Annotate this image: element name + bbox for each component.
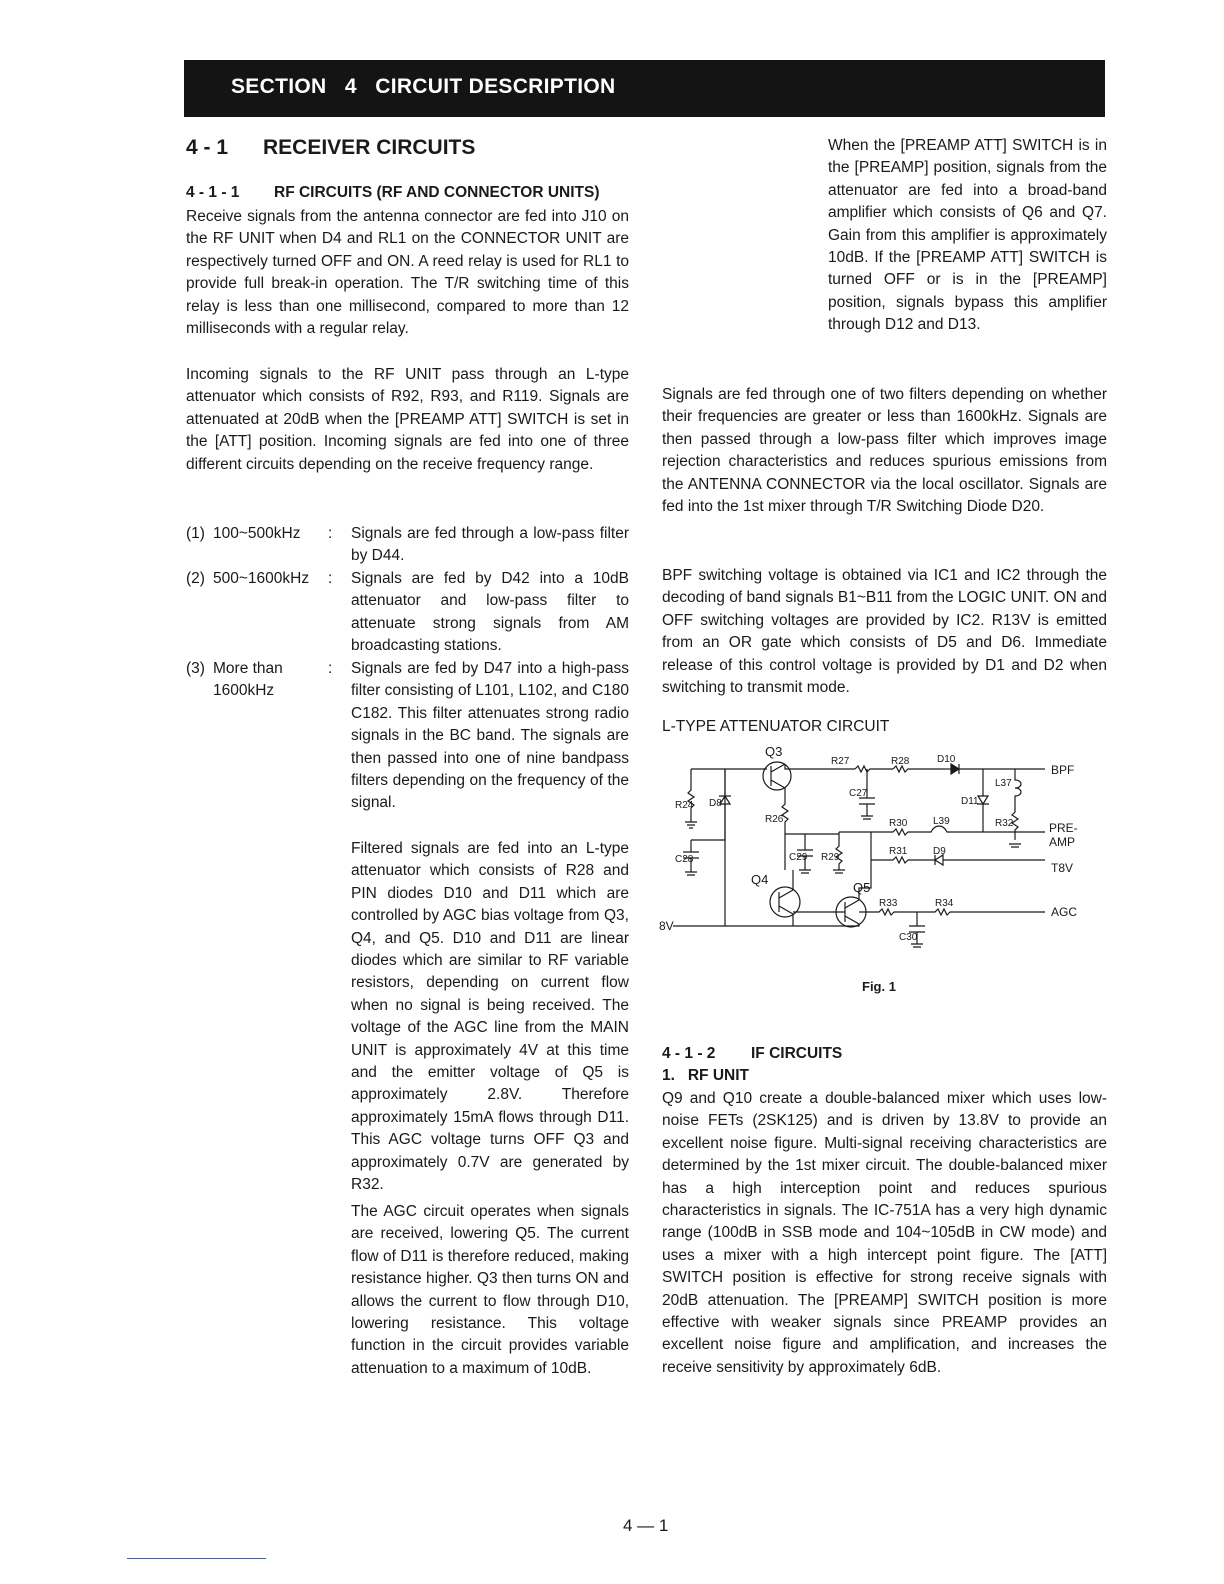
ground-symbol: [911, 944, 923, 947]
r33-label: R33: [879, 898, 898, 909]
d10-label: D10: [937, 754, 956, 765]
agc-terminal: AGC: [1051, 905, 1078, 919]
c30-label: C30: [899, 932, 918, 943]
section-4-1-title: RECEIVER CIRCUITS: [263, 136, 476, 159]
r24-label: R24: [675, 800, 694, 811]
l39-label: L39: [933, 816, 950, 827]
section-4-1-2-title: IF CIRCUITS: [751, 1045, 843, 1062]
r28-label: R28: [891, 756, 910, 767]
preamp-line: [839, 826, 1045, 835]
freq-item-3-label: More than: [213, 660, 283, 677]
ground-symbol: [685, 872, 697, 875]
filter-paragraph-1: Signals are fed through one of two filters depending on whether their frequencies are greater or less than 1600kHz. Signals are then passed through a low-pass filter which improves image rejection characteristics and reduces spurious emissions from the ANTENNA CONNECTOR via the local oscillator. Signals are fed into the 1st mixer through T/R Switching Diode D20.: [662, 386, 1107, 516]
bpf-terminal: BPF: [1051, 763, 1075, 777]
d11-label: D11: [961, 796, 979, 807]
rf-unit-subheading: 1. RF UNIT: [662, 1067, 749, 1084]
r31-label: R31: [889, 846, 908, 857]
d8-label: D8: [709, 798, 722, 809]
r27-resistor: [855, 766, 893, 772]
r26-label: R26: [765, 814, 784, 825]
figure-caption: L-TYPE ATTENUATOR CIRCUIT: [662, 718, 890, 735]
r32-label: R32: [995, 818, 1014, 829]
page-number: 4 — 1: [623, 1516, 669, 1535]
q3-label: Q3: [765, 744, 783, 759]
d9-label: D9: [933, 846, 946, 857]
freq-item-3-label-line2: 1600kHz: [213, 682, 275, 699]
ground-symbol: [1009, 844, 1021, 847]
r26-resistor: [782, 788, 788, 834]
section-4-1-2-number: 4 - 1 - 2: [662, 1045, 716, 1062]
q3-transistor: [763, 762, 791, 790]
freq-item-2-desc: Signals are fed by D42 into a 10dB attenuator and low-pass filter to attenuate strong signals from AM broadcasting stations.: [351, 570, 629, 655]
section-4-1-1-number: 4 - 1 - 1: [186, 184, 240, 201]
freq-item-1-label: 100~500kHz: [213, 525, 301, 542]
t8v-terminal: T8V: [1051, 861, 1074, 875]
wire-c28: [691, 822, 725, 840]
c28-label: C28: [675, 854, 694, 865]
section-banner: [184, 60, 1105, 117]
d10-diode: [945, 764, 1015, 774]
r24-resistor: [688, 769, 694, 822]
freq-item-3-desc: Signals are fed by D47 into a high-pass filter consisting of L101, L102, and C180 C182. This filter attenuates strong radio signals in the BC band. The signals are then passed into one of nine bandpass filters depending on the frequency of the signal.: [351, 660, 629, 812]
figure-label: Fig. 1: [862, 979, 896, 994]
8v-line: [673, 924, 859, 926]
footer-rule: [127, 1558, 266, 1559]
if-circuits-paragraph: Q9 and Q10 create a double-balanced mixer which uses low-noise FETs (2SK125) and is driven by 13.8V to provide an excellent noise figure. Multi-signal receiving characteristics are determined by the 1st mixer circuit. The double-balanced mixer has a high interception point and reduces spurious characteristics in signals. The IC-751A has a very high dynamic range (100dB in SSB mode and 104~105dB in CW mode) and uses a mixer with a high intercept point figure. The [ATT] SWITCH position is effective for strong receive signals with 20dB attenuation. The [PREAMP] SWITCH position is more effective with weaker signals since PREAMP provides an excellent noise figure and amplification, and increases the receive sensitivity by approximately 6dB.: [662, 1090, 1107, 1376]
freq-item-3-colon: :: [328, 660, 333, 677]
l37-inductor: [1015, 769, 1021, 806]
ground-symbol: [685, 822, 697, 828]
r30-label: R30: [889, 818, 908, 829]
r27-label: R27: [831, 756, 850, 767]
r29-label: R29: [821, 852, 840, 863]
agc-line: [859, 909, 1045, 915]
attenuator-paragraph-1: Filtered signals are fed into an L-type attenuator which consists of R28 and PIN diodes D10 and D11 which are controlled by AGC bias voltage from Q3, Q4, and Q5. D10 and D11 are linear diodes which are similar to RF variable resistors, depending on current flow when no signal is being received. The voltage of the AGC line from the MAIN UNIT is approximately 4V at this time and the emitter voltage of Q5 is approximately 2.8V. Therefore approximately 15mA flows through D11. This AGC voltage turns OFF Q3 and approximately 0.7V are generated by R32.: [351, 840, 629, 1194]
preamp-paragraph: When the [PREAMP ATT] SWITCH is in the [PREAMP] position, signals from the attenuator are fed into a broad-band amplifier which consists of Q6 and Q7. Gain from this amplifier is approximately 10dB. If the [PREAMP ATT] SWITCH is turned OFF or is in the [PREAMP] position, signals bypass this amplifier through D12 and D13.: [828, 137, 1107, 334]
c29-label: C29: [789, 852, 808, 863]
q5-label: Q5: [853, 880, 871, 895]
rf-circuits-paragraph-2: Incoming signals to the RF UNIT pass through an L-type attenuator which consists of R92, R93, and R119. Signals are attenuated at 20dB when the [PREAMP ATT] SWITCH is set in the [ATT] position. Incoming signals are fed into one of three different circuits depending on the receive frequency range.: [186, 366, 629, 473]
attenuator-schematic: [655, 740, 1105, 970]
ground-symbol: [799, 870, 811, 873]
freq-item-3-number: (3): [186, 660, 205, 677]
ground-symbol: [833, 870, 845, 873]
freq-item-1-desc: Signals are fed through a low-pass filter by D44.: [351, 525, 629, 565]
r29-resistor: [836, 832, 842, 870]
freq-item-2-colon: :: [328, 570, 333, 587]
d11-diode: [977, 769, 989, 832]
8v-terminal: 8V: [659, 919, 674, 933]
q4-label: Q4: [751, 872, 769, 887]
l37-label: L37: [995, 778, 1012, 789]
freq-item-2-label: 500~1600kHz: [213, 570, 310, 587]
c27-label: C27: [849, 788, 868, 799]
wire-r26-r29: [785, 834, 839, 840]
section-4-1-1-title: RF CIRCUITS (RF AND CONNECTOR UNITS): [274, 184, 600, 201]
section-title: SECTION 4 CIRCUIT DESCRIPTION: [231, 75, 616, 98]
attenuator-paragraph-2: The AGC circuit operates when signals are received, lowering Q5. The current flow of D11 is therefore reduced, making resistance higher. Q3 then turns ON and allows the current to flow through D10, lowering resistance. This voltage function in the circuit provides variable attenuation to a maximum of 10dB.: [351, 1203, 629, 1377]
ground-symbol: [861, 816, 873, 819]
amp-terminal: AMP: [1049, 835, 1076, 849]
rf-circuits-paragraph-1: Receive signals from the antenna connector are fed into J10 on the RF UNIT when D4 and RL1 on the CONNECTOR UNIT are respectively turned OFF and ON. A reed relay is used for RL1 to provide full break-in operation. The T/R switching time of this relay is less than one millisecond, compared to more than 12 milliseconds with a regular relay.: [186, 208, 629, 338]
freq-item-1-number: (1): [186, 525, 205, 542]
r34-label: R34: [935, 898, 954, 909]
section-4-1-number: 4 - 1: [186, 136, 229, 159]
pre-terminal: PRE-: [1049, 821, 1078, 835]
freq-item-1-colon: :: [328, 525, 333, 542]
freq-item-2-number: (2): [186, 570, 205, 587]
filter-paragraph-2: BPF switching voltage is obtained via IC1 and IC2 through the decoding of band signals B1~B11 from the LOGIC UNIT. ON and OFF switching voltages are provided by IC2. R13V is emitted from an OR gate which consists of D5 and D6. Immediate release of this control voltage is provided by D1 and D2 when switching to transmit mode.: [662, 567, 1107, 697]
